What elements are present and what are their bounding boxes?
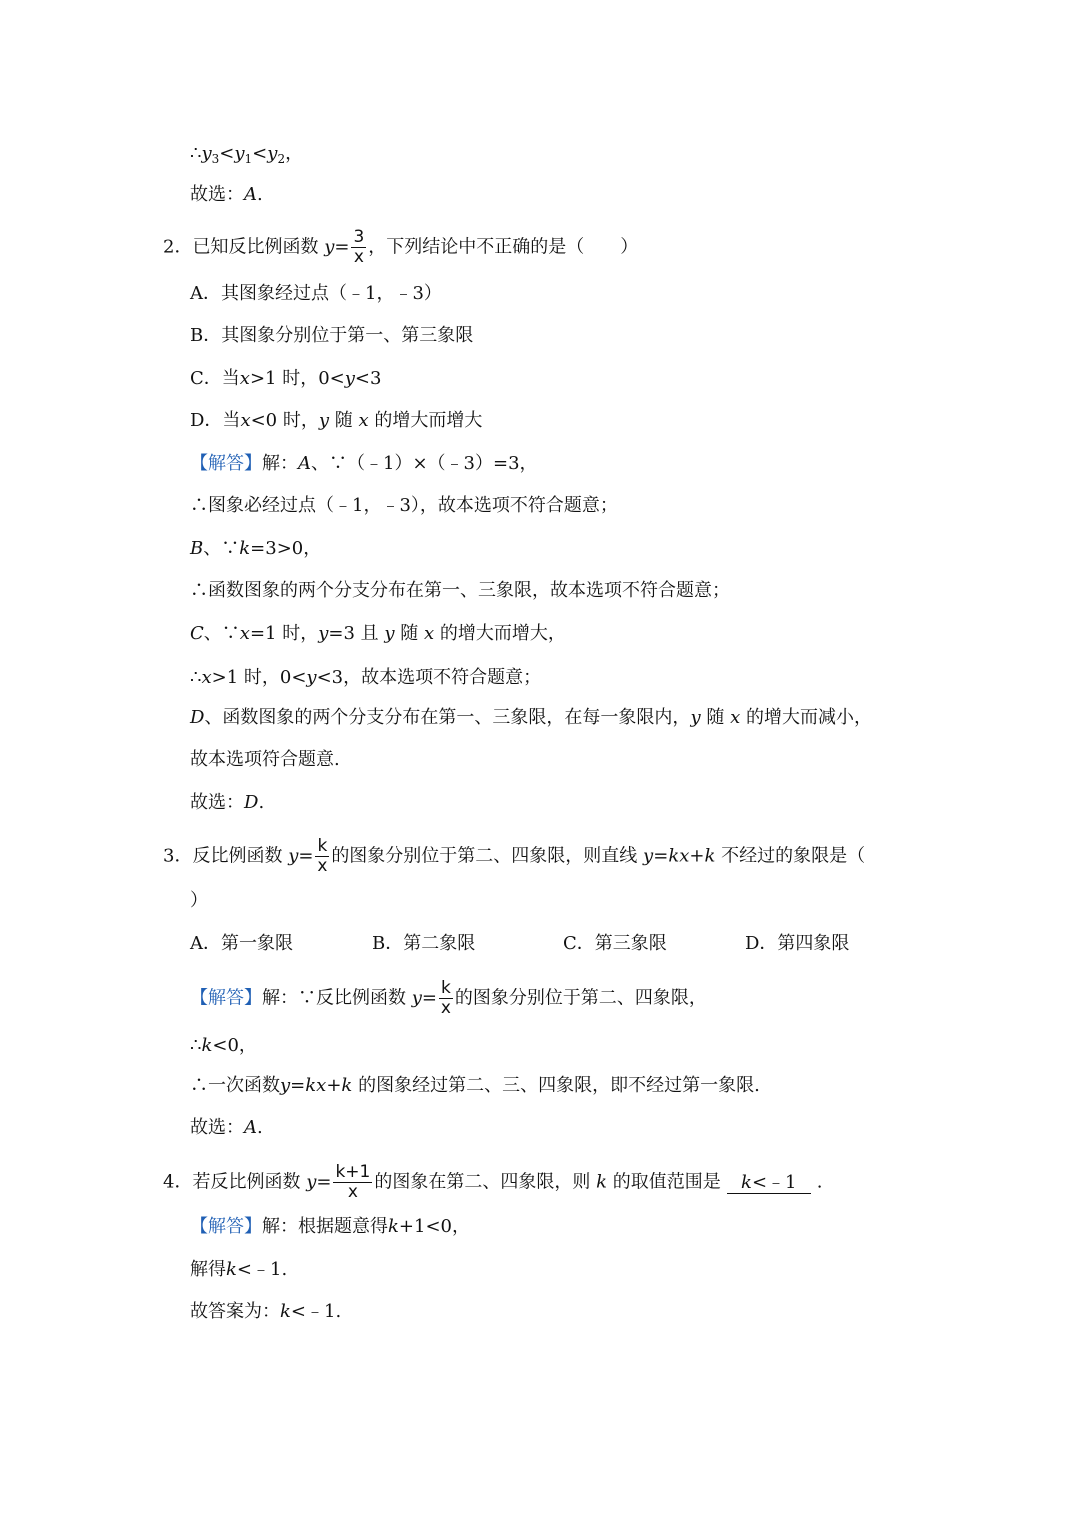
q2-stem: 2．已知反比例函数 y= $\frac{3}{x}$ ，下列结论中不正确的是（ ） — [163, 227, 639, 267]
q4-answer-line1: 【解答】解：根据题意得k+1<0， — [190, 1216, 470, 1237]
q4-answer-line3: 故答案为：k<﹣1. — [190, 1301, 342, 1322]
q2-option-c: C．当x>1 时，0<y<3 — [190, 368, 382, 389]
q2-answer-line6: ∴x>1 时，0<y<3，故本选项不符合题意； — [190, 667, 542, 688]
q2-answer-line3: B、∵k=3>0， — [190, 538, 322, 559]
q2-answer-line4: ∴函数图象的两个分支分布在第一、三象限，故本选项不符合题意； — [190, 580, 730, 601]
q2-answer-line5: C、∵x=1 时，y=3 且 y 随 x 的增大而增大， — [190, 623, 566, 644]
q3-option-a: A．第一象限 — [190, 933, 293, 954]
q2-answer-line7: D、函数图象的两个分支分布在第一、三象限，在每一象限内，y 随 x 的增大而减小， — [190, 707, 872, 728]
q3-number: 3． — [163, 845, 193, 867]
q3-answer-line1: 【解答】解：∵反比例函数 y= $\frac{k}{x}$ 的图象分别位于第二、四象限， — [190, 978, 707, 1018]
q2-choose-line: 故选：D. — [190, 792, 265, 813]
q3-option-c: C．第三象限 — [563, 933, 667, 954]
q4-answer-line2: 解得k<﹣1. — [190, 1259, 288, 1280]
q2-answer-line1: 【解答】解：A、∵（﹣1）×（﹣3）=3， — [190, 453, 538, 474]
q3-stem: 3．反比例函数 y= $\frac{k}{x}$ 的图象分别位于第二、四象限，则直线 y=kx+k 不经过的象限是（ — [163, 836, 866, 876]
q3-answer-fraction: $\frac{k}{x}$ — [440, 978, 451, 1018]
q3-answer-line2: ∴k<0， — [190, 1035, 257, 1056]
q3-option-d: D．第四象限 — [745, 933, 850, 954]
answer-tag: 【解答】 — [190, 453, 262, 474]
q2-option-d: D．当x<0 时，y 随 x 的增大而增大 — [190, 410, 483, 431]
q2-answer-line8: 故本选项符合题意. — [190, 749, 340, 770]
answer-tag: 【解答】 — [190, 1216, 262, 1237]
q4-answer-blank: k<﹣1 — [727, 1173, 811, 1194]
q4-stem: 4．若反比例函数 y= $\frac{k+1}{x}$ 的图象在第二、四象限，则 k 的取值范围是 k<﹣1 . — [163, 1162, 823, 1202]
q2-fraction: $\frac{3}{x}$ — [353, 227, 365, 267]
q3-option-b: B．第二象限 — [372, 933, 476, 954]
q3-stem-close: ） — [190, 890, 208, 911]
answer-tag: 【解答】 — [190, 987, 262, 1009]
prev-choose-line: 故选：A. — [190, 184, 263, 205]
q4-number: 4． — [163, 1171, 193, 1193]
prev-conclusion-line: $\therefore y_3<y_1<y_2$， — [190, 143, 304, 166]
q2-answer-line2: ∴图象必经过点（﹣1，﹣3），故本选项不符合题意； — [190, 495, 618, 516]
q3-fraction: $\frac{k}{x}$ — [317, 836, 328, 876]
q4-fraction: $\frac{k+1}{x}$ — [335, 1162, 371, 1202]
q3-answer-line3: ∴一次函数y=kx+k 的图象经过第二、三、四象限，即不经过第一象限. — [190, 1075, 760, 1096]
q2-option-b: B．其图象分别位于第一、第三象限 — [190, 325, 474, 346]
q2-number: 2． — [163, 236, 193, 258]
q2-option-a: A．其图象经过点（﹣1，﹣3） — [190, 283, 442, 304]
q3-choose-line: 故选：A. — [190, 1117, 263, 1138]
